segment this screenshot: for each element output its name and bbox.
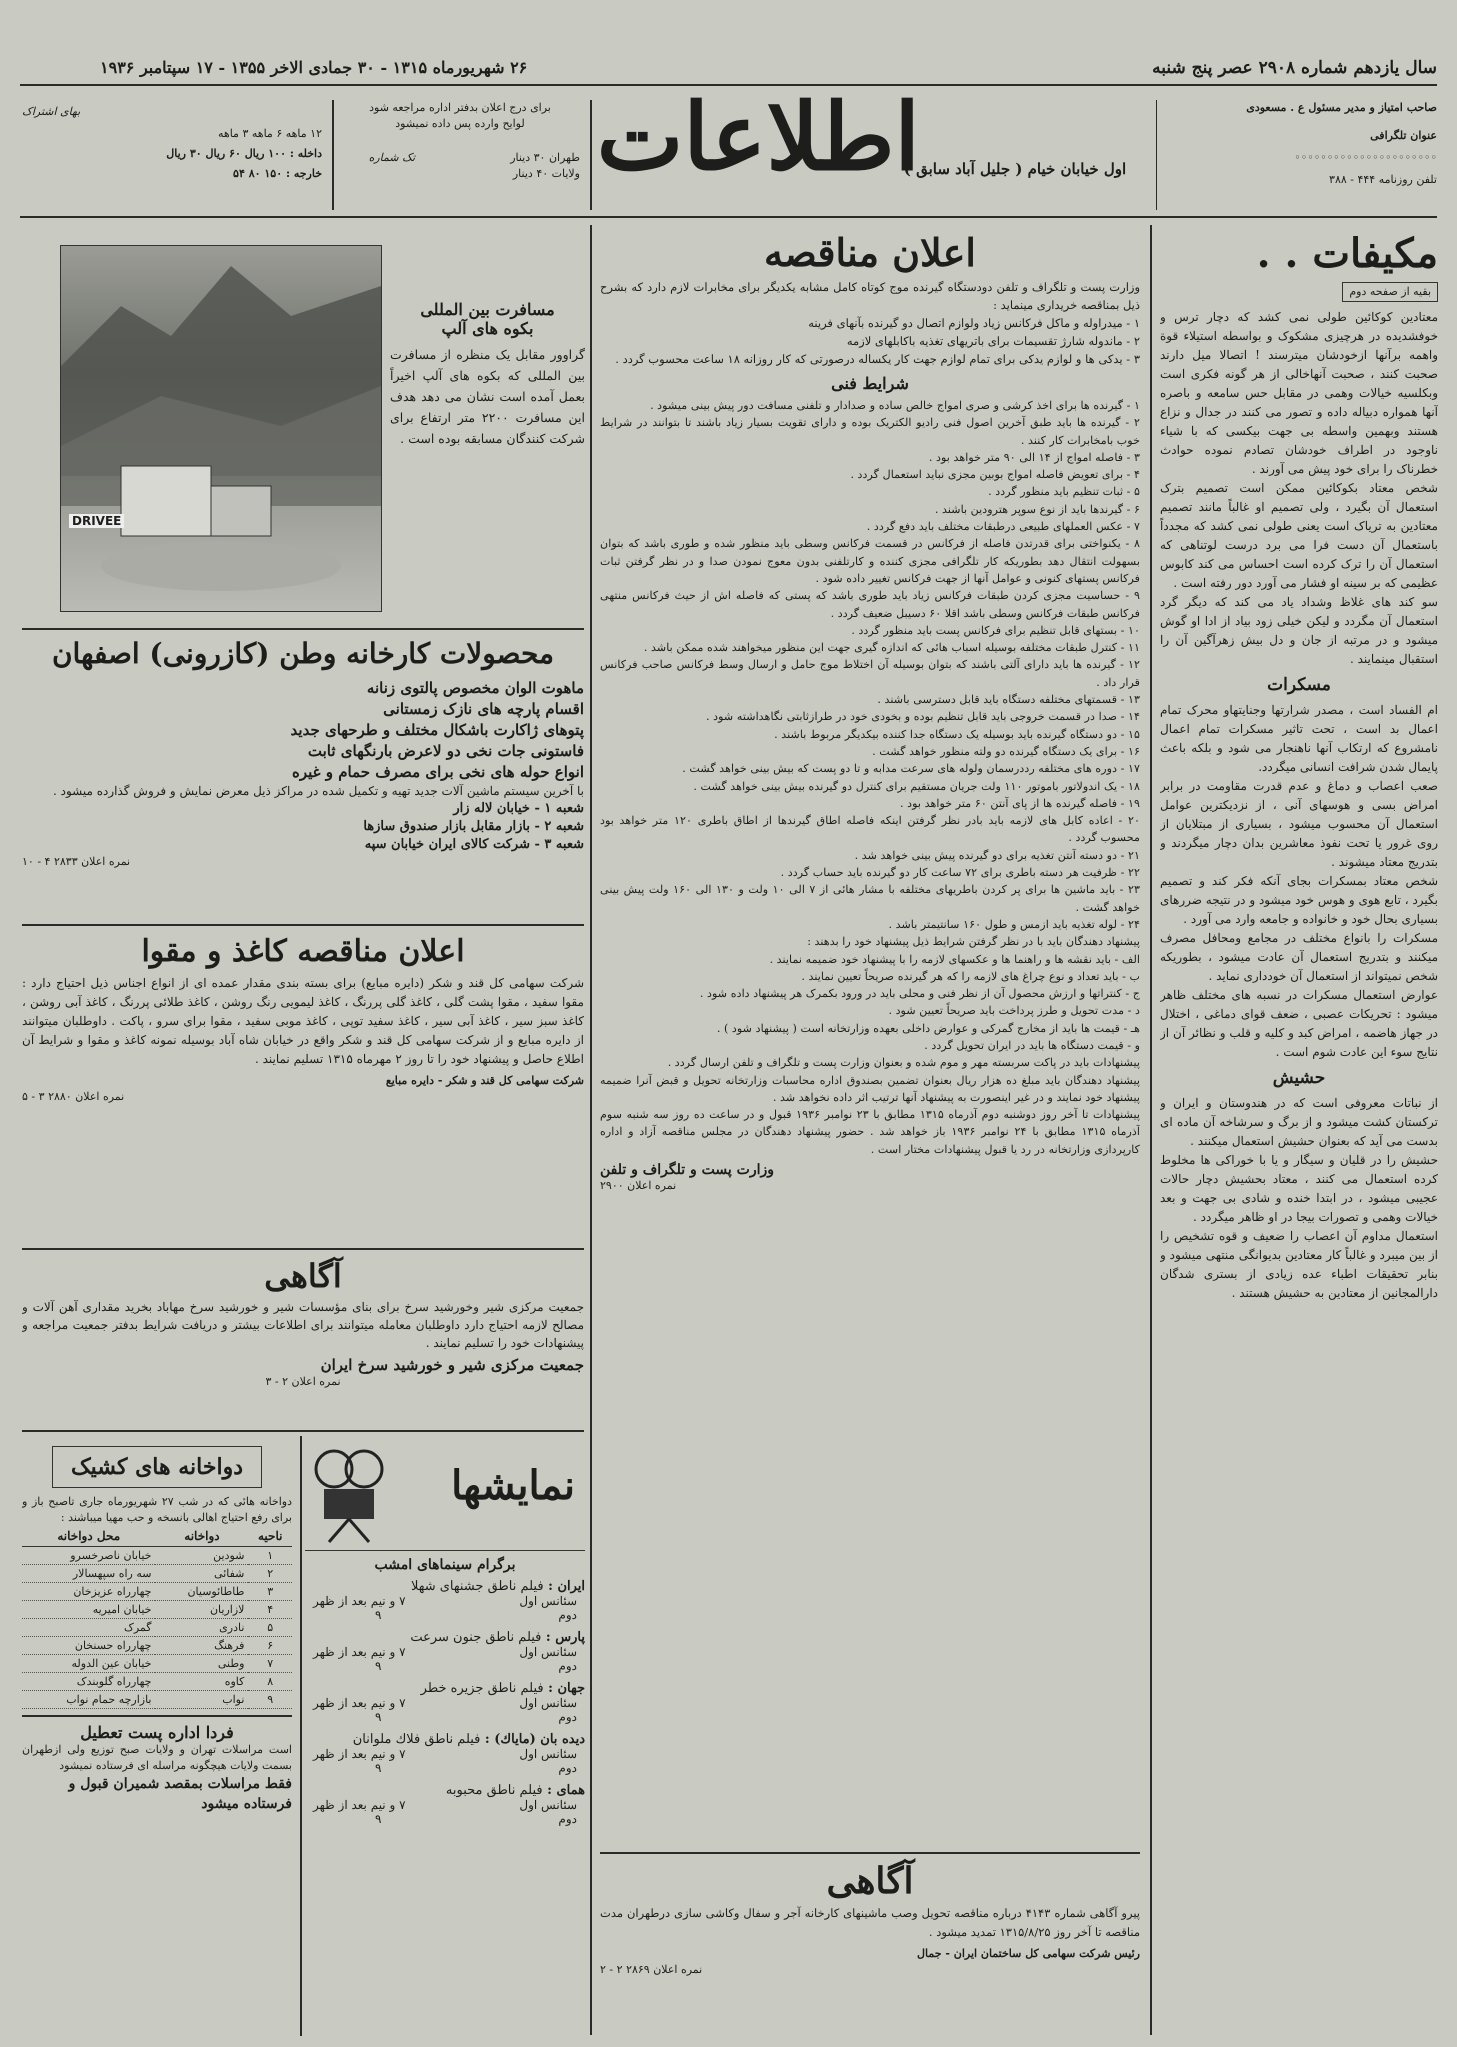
- pharm-cell: شفائی: [155, 1565, 248, 1583]
- tender-condition: الف - باید نقشه ها و راهنما ها و عکسهای لازمه را با پیشنهاد خود ضمیمه نمایند .: [769, 952, 1140, 966]
- sub2-para-3: استعمال مداوم آن اعصاب را ضعیف و قوه تشخیص را از بین میبرد و غالباً کار معتادین بدیوانگی منتهی میشود و بنابر تحقیقات اطباء عده زیادی از بستری شدگان دارالمجانین از معتادین به حشیش هستند .: [1160, 1229, 1438, 1300]
- tender-condition: ۲۰ - اعاده کابل های لازمه باید بادر نظر گرفتن اینکه فاصله اطاق گیرندها از اطاق باطری ۱۲۰ متر خواهد بود محسوب گردد .: [600, 814, 1140, 845]
- session-time: ۷ و نیم بعد از ظهر: [313, 1798, 406, 1812]
- ads-note: [340, 100, 580, 132]
- tender-condition: ۹ - حساسیت مجزی کردن طبقات فرکانس زیاد باید طوری باشد که پستی که فاصله اش از حیث فرکانس منتهی فرکانس طبقات فرکانس وسطی باشد اقلا ۶۰ دسیبل ضعیف گردد .: [600, 589, 1140, 620]
- sub2-para-1: از نباتات معروفی است که در هندوستان و ایران و ترکستان کشت میشود و از برگ و سرشاخه آن ماده ای بدست می آید که بعنوان حشیش استعمال میکنند .: [1160, 1096, 1438, 1148]
- pharm-cell: خیابان عین الدوله: [22, 1655, 155, 1673]
- tender-condition: هـ - قیمت ها باید از مخارج گمرکی و عوارض داخلی بعهده وزارتخانه است ( پیشنهاد شود ) .: [716, 1021, 1140, 1035]
- race-body: گراوور مقابل یک منظره از مسافرت بین المللی که بکوه های آلپ اخیراً بعمل آمده است نشان می دهد هدف این مسافرت ۲۲۰۰ متر ارتفاع برای شرکت کنندگان مسابقه بوده است .: [390, 347, 585, 446]
- tender-title: اعلان مناقصه: [764, 230, 976, 275]
- tender-item: ۳ - یدکی ها و لوازم یدکی برای تمام لوازم جهت کار یکساله درصورتی که کار روزانه ۱۸ ساعت محسوب گردد .: [615, 352, 1140, 366]
- tender-condition: ۲۴ - لوله تغذیه باید ازمس و طول ۱۶۰ سانتیمتر باشد .: [888, 917, 1140, 931]
- pharmacies: [22, 1440, 292, 2030]
- masthead-divider-left: [590, 100, 592, 210]
- tender-condition: ۳ - فاصله امواج از ۱۴ الی ۹۰ متر خواهد بود .: [928, 450, 1140, 464]
- pharm-cell: خیابان ناصرخسرو: [22, 1547, 155, 1565]
- race-title: مسافرت بین المللی: [420, 300, 555, 319]
- pharm-cell: طاطائوسیان: [155, 1583, 248, 1601]
- tender-condition: ۶ - گیرندها باید از نوع سوپر هترودین باشند .: [934, 502, 1140, 516]
- masthead-divider-right: [1156, 100, 1158, 210]
- pharm-cell: ۷: [248, 1655, 292, 1673]
- tender-condition: ۸ - یکنواختی برای قدرتدن فاصله از فرکانس در قسمت فرکانس وسطی باید منظور شده و طوری باشد که بتوان بسهولت انتقال دهد بطوریکه کار تلگرافی مجزی کننده و کارتلفنی بدون معوج نمودن صدا و در نظر گرفتن ثبات فرکانس پستهای کنونی و عوامل آنها از جهت فرکانس تغییر داده شود .: [600, 537, 1140, 585]
- session-time: ۹: [375, 1659, 382, 1673]
- cinema-session-2: [305, 1812, 585, 1826]
- price-tehran: طهران ۳۰ دینار: [510, 151, 580, 164]
- photo-sign: DRIVEE: [69, 514, 124, 528]
- watan-item: اقسام پارچه های نازک زمستانی: [383, 700, 584, 718]
- session-label: سئانس اول: [519, 1798, 577, 1812]
- tender-condition: ب - باید تعداد و نوع چراغ های لازمه را که هر گیرنده صریحاً تعیین نمایند .: [801, 969, 1140, 983]
- cinema-head: [305, 1630, 585, 1645]
- cinema-head: [305, 1681, 585, 1696]
- tender-condition: پیشنهادات تا آخر روز دوشنبه دوم آذرماه ۱۳۱۵ مطابق با ۲۳ نوامبر ۱۹۳۶ قبول و در ساعت ده روز سه شنبه سوم آذرماه ۱۳۱۵ مطابق با ۲۴ نوامبر ۱۹۳۶ باز خواهد شد . حضور پیشنهاد دهندگان در مجلس مناقصه آزاد و اداره کارپردازی وزارتخانه در رد یا قبول پیشنهادات مختار است .: [600, 1108, 1140, 1156]
- session-time: ۹: [375, 1710, 382, 1724]
- tender-condition: ۱۲ - گیرنده ها باید دارای آلتی باشند که بتوان بوسیله آن اختلاط موج حامل و ارسال وسط فرکانس صاحب فرکانس قرار داد .: [600, 658, 1140, 689]
- pharm-cell: چهارراه حسنخان: [22, 1637, 155, 1655]
- conditions-heading: شرایط فنی: [831, 374, 909, 393]
- right-column: [1160, 228, 1438, 2033]
- cinema-head: [305, 1579, 585, 1594]
- price-prov: ولایات ۴۰ دینار: [512, 167, 580, 180]
- ads-note-2: لوایح وارده پس داده نمیشود: [395, 117, 525, 130]
- session-time: ۹: [375, 1761, 382, 1775]
- left-rule-1: [22, 628, 584, 630]
- session-label: سئانس اول: [519, 1747, 577, 1761]
- tender-item: ۱ - میدراوله و ماکل فرکانس زیاد ولوازم اتصال دو گیرنده بآنهای فرینه: [808, 316, 1140, 330]
- watan-branch: شعبه ۱ - خیابان لاله زار: [453, 801, 584, 816]
- watan-no: نمره اعلان ۲۸۳۳ ۴ - ۱۰: [22, 855, 131, 868]
- masthead-title: اطلاعات: [596, 83, 920, 191]
- pharm-head-2: دواخانه: [155, 1526, 248, 1547]
- cinema-entry: [305, 1732, 585, 1775]
- session-label: سئانس اول: [519, 1696, 577, 1710]
- tender-item: ۲ - ماندوله شارژ تقسیمات برای باتریهای تغذیه باکابلهای لازمه: [846, 334, 1140, 348]
- watan-note: با آخرین سیستم ماشین آلات جدید تهیه و تکمیل شده در مراکز ذیل معرض نمایش و فروش گذارده میشود .: [52, 784, 584, 798]
- tender-condition: پیشنهادات باید در پاکت سربسته مهر و موم شده و بعنوان وزارت پست و تلگراف و تلفن ارسال گردد .: [667, 1056, 1140, 1070]
- tender-condition: ۲۱ - دو دسته آنتن تغذیه برای دو گیرنده پیش بینی خواهد شد .: [854, 848, 1140, 862]
- tender-condition: ۵ - ثبات تنظیم باید منظور گردد .: [988, 485, 1140, 499]
- separator: :: [543, 1681, 558, 1696]
- pharm-row: [22, 1691, 292, 1709]
- article-para-3: سو کند های غلاظ وشداد یاد می کند که دیگر گرد استعمال آن مگردد و لیکن خیلی زود بیاد از ادا او گوش میشود و در مرتبه از جان و دل بیش زهرآگین آن را استقبال مینمایند .: [1160, 595, 1438, 666]
- article-para-1: معتادین کوکائین طولی نمی کشد که دچار ترس و خوفشدیده در هرچیزی مشکوک و بواسطه استیلاء قوة واهمه برآنها ازخودشان میترسند ! اتصالا میل دارند صحبت کنند ، صحبت آنهاخالی از هر گونه فکری است وبکلسیه خیالات وهمی در مقابل حس سامعه و باصره آنها همواره دبیاله داده و تصور می کنند در جدال و نزاع هستند وبهمین واسطه بی جهت بیکسی که با شیاء ناوجود در اطراف خودشان تصادم نموده حوادث خطرناک را برای خود پیش می آورند .: [1160, 310, 1438, 476]
- cinema-name: دیده بان (ماياك): [494, 1732, 585, 1747]
- tender-condition: ۱۰ - بستهای قابل تنظیم برای فرکانس پست باید منظور گردد .: [851, 623, 1140, 637]
- session-time: ۷ و نیم بعد از ظهر: [313, 1696, 406, 1710]
- tender-condition: ۲۲ - ظرفیت هر دسته باطری برای ۷۲ ساعت کار دو گیرنده باید حساب گردد .: [780, 866, 1140, 880]
- session-label: دوم: [558, 1812, 577, 1826]
- sub-para-1: ام الفساد است ، مصدر شرارتها وجنایتهاو محرک تمام اعمال بد است ، تحت تاثیر مسکرات تمام اعمال نامشروع که ارتکاب آنها ناهنجار می شود و بلکه باعث پایمال شدن شرافت انسانی میگردد.: [1160, 703, 1438, 774]
- cinema-session-2: [305, 1659, 585, 1673]
- cinema-session-1: [305, 1696, 585, 1710]
- pharm-row: [22, 1637, 292, 1655]
- tender-condition: ۲ - گیرنده ها باید طبق آخرین اصول فنی رادیو الکتریک بوده و دارای تقویت بسیار زیاد باشند تا بتوانند در شرایط خوب بامخابرات کار کنند .: [600, 416, 1140, 447]
- tender-condition: ۴ - برای تعویض فاصله امواج بوبین مجزی نباید استعمال گردد .: [850, 468, 1140, 482]
- watan-item: پتوهای ژاکارت باشکال مختلف و طرحهای جدید: [290, 721, 584, 739]
- section-heading-2: حشیش: [1272, 1068, 1326, 1088]
- tender-condition: ۱۶ - برای یک دستگاه گیرنده دو ولته منظور خواهد گشت .: [872, 744, 1140, 758]
- masthead-divider-far: [332, 100, 334, 210]
- article-title: مکیفات . .: [1256, 230, 1438, 277]
- pharm-head-3: محل دواخانه: [22, 1526, 155, 1547]
- separator: :: [480, 1732, 495, 1747]
- pharm-cell: ۳: [248, 1583, 292, 1601]
- cinema-entry: [305, 1681, 585, 1724]
- watan-item: فاستونی جات نخی دو لاعرض بارنگهای ثابت: [307, 742, 584, 760]
- cinema-film: فیلم ناطق جشنهای شهلا: [410, 1579, 544, 1594]
- tender-intro: وزارت پست و تلگراف و تلفن دودستگاه گیرنده موج کوتاه کامل مشابه یکدیگر برای مخابرات لازم دارد که بشرح ذیل بمناقصه خریداری مینماید :: [600, 280, 1140, 312]
- telegraph-dots: ◦◦◦◦◦◦◦◦◦◦◦◦◦◦◦◦◦◦◦◦◦◦: [1294, 151, 1437, 164]
- pharm-cell: ۸: [248, 1673, 292, 1691]
- tender-condition: پیشنهاد دهندگان باید مبلغ ده هزار ریال بعنوان تضمین بصندوق اداره محاسبات وزارتخانه تحویل و قبض آنرا ضمیمه پیشنهاد خود نمایند و در غیر اینصورت به پیشنهاد آنها ترتیب اثر داده نخواهد شد .: [600, 1073, 1140, 1104]
- tender-condition: ۱۳ - قسمتهای مختلفه دستگاه باید قابل دسترسی باشند .: [877, 693, 1140, 707]
- cinema-title: نمایشها: [451, 1462, 575, 1509]
- cinema-session-2: [305, 1710, 585, 1724]
- session-label: دوم: [558, 1710, 577, 1724]
- tender-condition: ۲۳ - باید ماشین ها برای پر کردن باطریهای مختلفه با مشار هائی از ۷ الی ۱۰ ولت و ۱۳۰ الی ۱۶۰ ولت پیش بینی خواهد گشت .: [600, 883, 1140, 914]
- col-rule-left: [590, 225, 592, 2035]
- tender-condition: ۱۱ - کنترل طبقات مختلفه بوسیله اسباب هائی که اندازه گیری جهت این منظور میخواهند شده ممکن باشد .: [643, 641, 1140, 655]
- session-label: دوم: [558, 1761, 577, 1775]
- paper-sig: شرکت سهامی کل قند و شکر - دایره مبایع: [385, 1074, 584, 1087]
- alps-race-photo: [60, 245, 382, 612]
- closing-bold: فقط مراسلات بمقصد شمیران قبول و فرستاده میشود: [68, 1775, 292, 1812]
- paper-text: شرکت سهامی کل قند و شکر (دایره مبایع) برای بسته بندی مقدار عمده ای از انواع اجناس ذیل احتیاج دارد : مقوا سفید ، مقوا پشت گلی ، کاغذ گلی پررنگ ، کاغذ لیمویی رنگ روشن ، کاغذ طلائی پررنگ ، کاغذ آبی روشن ، کاغذ سبز سیر ، کاغذ آبی سیر ، کاغذ سفید توپی ، کاغذ موبی سفید ، مقوا برای سرو ، پاکت . داوطلبان میتوانند از دایره مبایع و از شرکت سهامی کل قند و شکر واقع در خیابان شاه آباد بوسیله نمونه کاغذ و مقوا و شرایط آن اطلاع حاصل و پیشنهاد خود را تا روز ۲ مهرماه ۱۳۱۵ تسلیم نمایند .: [22, 976, 584, 1066]
- tender-condition: ۷ - عکس العملهای طبیعی درطبقات مختلف باید دفع گردد .: [866, 520, 1140, 534]
- pharm-row: [22, 1583, 292, 1601]
- notice-no: نمره اعلان ۲۸۶۹ ۲ - ۲: [600, 1963, 703, 1976]
- sub-para-3: شخص معتاد بمسکرات بجای آنکه فکر کند و تصمیم بگیرد ، تابع هوی و هوس خود میشود و در نتیجه ضررهای بسیاری بحال خود و خانواده و جامعه وارد می آورد .: [1160, 874, 1438, 926]
- red-lion-notice: [22, 1254, 584, 1424]
- phone-line: تلفن روزنامه ۴۴۴ - ۳۸۸: [1329, 173, 1437, 186]
- pharm-cell: خیابان امیریه: [22, 1601, 155, 1619]
- cinema-name: همای: [556, 1783, 585, 1798]
- watan-item: انواع حوله های نخی برای مصرف حمام و غیره: [292, 763, 584, 781]
- tender-condition: ۱۵ - دو دستگاه گیرنده باید بوسیله یک دستگاه جدا کننده بیکدیگر مربوط باشند .: [774, 727, 1140, 741]
- single-price: [420, 150, 580, 182]
- left-rule-4: [22, 1430, 584, 1432]
- cinema-entry: [305, 1630, 585, 1673]
- pharm-row: [22, 1655, 292, 1673]
- watan-items: [22, 678, 584, 783]
- cinema-head: [305, 1732, 585, 1747]
- pharm-cell: ۴: [248, 1601, 292, 1619]
- mountain-graphic: [61, 246, 381, 611]
- pharm-rule: [22, 1715, 292, 1717]
- cinema-entry: [305, 1579, 585, 1622]
- watan-branch: شعبه ۳ - شرکت کالای ایران خیابان سپه: [364, 837, 584, 852]
- sub-para-2: صعب اعصاب و دماغ و عدم قدرت مقاومت در برابر امراض بسی و هوسهای آنی ، از نزدیکترین عوامل استعمال آن محسوب میشود ، بسیاری از مبتلایان از روی غرور یا تحت نفوذ معاشرین بدان دچار میگردند و بتدریج معتاد میشوند .: [1160, 779, 1438, 869]
- pharm-cell: چهارراه گلوبندک: [22, 1673, 155, 1691]
- separator: :: [541, 1630, 556, 1645]
- sub-para-5: عوارض استعمال مسکرات در نسبه های مختلف ظاهر میشود : تحریکات عصبی ، ضعف قوای دماغی ، اختلال در جهاز هاضمه ، امراض کبد و کلیه و قلب و نظائر آن از نتایج سوء این عادت شوم است .: [1160, 988, 1438, 1059]
- owner-line: صاحب امتیاز و مدیر مسئول ع . مسعودی: [1246, 101, 1437, 114]
- pharm-cell: فرهنگ: [155, 1637, 248, 1655]
- watan-item: ماهوت الوان مخصوص پالتوی زنانه: [366, 679, 584, 697]
- pharm-table: [22, 1526, 292, 1709]
- session-time: ۷ و نیم بعد از ظهر: [313, 1594, 406, 1608]
- sub-periods: ۱۲ ماهه ۶ ماهه ۳ ماهه: [218, 127, 322, 140]
- tender-condition: و - قیمت دستگاه ها باید در ایران تحویل گردد .: [924, 1038, 1140, 1052]
- watan-branches: [22, 800, 584, 854]
- cinema-film: فیلم ناطق فلاك ملوانان: [352, 1732, 481, 1747]
- pharm-row: [22, 1619, 292, 1637]
- paper-tender: [22, 930, 584, 1240]
- sub-para-4: مسکرات را بانواع مختلف در مجامع ومحافل مصرف میکنند و بتدریج استعمال آن عادت میشود ، بطوریکه شخص نمیتواند از استعمال آن خودداری نماید .: [1160, 931, 1438, 983]
- sub2-para-2: حشیش را در قلیان و سیگار و یا با خوراکی ها مخلوط کرده استعمال می کنند ، معتاد بحشیش دچار حالات عجیبی میشود ، در ابتدا خنده و شادی بی جهت و بعد خیالات وهمی و تصورات بیجا در او ظاهر میگردد .: [1160, 1153, 1438, 1224]
- owner-info: [1167, 100, 1437, 188]
- cinema-session-1: [305, 1798, 585, 1812]
- session-time: ۷ و نیم بعد از ظهر: [313, 1747, 406, 1761]
- left-split-rule: [300, 1436, 302, 2036]
- left-rule-3: [22, 1248, 584, 1250]
- pharm-cell: سه راه سپهسالار: [22, 1565, 155, 1583]
- watan-ad: [22, 634, 584, 919]
- pharm-cell: وطنی: [155, 1655, 248, 1673]
- tender-condition: ۱۷ - دوره های مختلفه رددرسمان ولوله های سرعت مدابه و تا دو پست که بیش بینی خواهد گشت .: [682, 762, 1140, 776]
- session-label: دوم: [558, 1659, 577, 1673]
- pharm-cell: لازاریان: [155, 1601, 248, 1619]
- paper-title: اعلان مناقصه کاغذ و مقوا: [141, 934, 465, 969]
- subscription-box: [22, 104, 322, 182]
- pharm-cell: ۹: [248, 1691, 292, 1709]
- projector-icon: [309, 1444, 389, 1544]
- cinema-film: فیلم ناطق محبوبه: [445, 1783, 543, 1798]
- pharm-cell: ۲: [248, 1565, 292, 1583]
- session-time: ۹: [375, 1608, 382, 1622]
- pharm-cell: ۱: [248, 1547, 292, 1565]
- cinema-film: فیلم ناطق جزیره خطر: [420, 1681, 544, 1696]
- session-time: ۷ و نیم بعد از ظهر: [313, 1645, 406, 1659]
- agahi-no: نمره اعلان ۲ - ۳: [265, 1375, 341, 1388]
- left-rule-2: [22, 924, 584, 926]
- session-label: سئانس اول: [519, 1645, 577, 1659]
- race-text: [390, 300, 585, 600]
- pharm-cell: کاوه: [155, 1673, 248, 1691]
- pharm-cell: شودین: [155, 1547, 248, 1565]
- pharm-title: دواخانه های کشیک: [52, 1446, 262, 1488]
- watan-title: محصولات کارخانه وطن (کازرونی) اصفهان: [51, 637, 555, 670]
- center-notice-rule: [600, 1852, 1140, 1854]
- sub-inside: داخله : ۱۰۰ ریال ۶۰ ریال ۳۰ ریال: [166, 147, 322, 160]
- sub-outside: خارجه : ۱۵۰ ۸۰ ۵۴: [233, 167, 322, 180]
- telegraph-line: عنوان تلگرافی: [1370, 129, 1437, 142]
- ads-note-1: برای درج اعلان بدفتر اداره مراجعه شود: [369, 101, 551, 114]
- separator: :: [542, 1783, 557, 1798]
- pharm-intro: دواخانه هائی که در شب ۲۷ شهریورماه جاری تاصبح باز و برای رفع احتیاج اهالی بانسخه و حب مهیا میباشند :: [22, 1495, 292, 1524]
- cinema-banner: [305, 1440, 585, 1551]
- agahi-text: جمعیت مرکزی شیر وخورشید سرخ برای بنای مؤسسات شیر و خورشید سرخ مهاباد بخرید مقداری آهن آلات و مصالح لازمه احتیاج دارد داوطلبان معامله میتوانند برای اطلاعات بیشتر و دریافت شرایط بدفتر جمعیت مراجعه و پیشنهادات خود را تسلیم نمایند .: [22, 1300, 584, 1350]
- notice-text: پیرو آگاهی شماره ۴۱۴۳ درباره مناقصه تحویل وصب ماشینهای کارخانه آجر و سفال وکاشی سازی درطهران مدت مناقصه تا آخر روز ۱۳۱۵/۸/۲۵ تمدید میشود .: [600, 1906, 1140, 1939]
- address-line: اول خیابان خیام ( جلیل آباد سابق ): [903, 160, 1127, 178]
- article-para-2: شخص معتاد بکوکائین ممکن است تصمیم بترک استعمال آن بگیرد ، ولی تصمیم او غالباً مانند تصمیم معتادین به تریاک است یعنی طولی نمی کشد که مجدداً باستعمال آن دست فرا می برد درست لوتناهی که استعمال آن را ترک کرده است احساس می کند کابوس عظیمی که بر سینه او فشار می آورد دور رفته است .: [1160, 481, 1438, 590]
- pharm-cell: ۶: [248, 1637, 292, 1655]
- cinema-subtitle: برگرام سینماهای امشب: [374, 1557, 516, 1573]
- pharm-cell: بازارچه حمام نواب: [22, 1691, 155, 1709]
- sub-label: بهای اشتراک: [22, 105, 81, 118]
- cinema-session-2: [305, 1608, 585, 1622]
- pharm-row: [22, 1601, 292, 1619]
- cinema-session-1: [305, 1747, 585, 1761]
- pharm-cell: نواب: [155, 1691, 248, 1709]
- notice-sig: رئیس شرکت سهامی کل ساختمان ایران - جمال: [917, 1947, 1140, 1960]
- cinema-name: جهان: [557, 1681, 585, 1696]
- session-time: ۹: [375, 1812, 382, 1826]
- cinemas: [305, 1440, 585, 2030]
- pharm-row: [22, 1673, 292, 1691]
- center-column: [600, 228, 1140, 1848]
- cinema-head: [305, 1783, 585, 1798]
- paper-no: نمره اعلان ۲۸۸۰ ۳ - ۵: [22, 1090, 125, 1103]
- tender-condition: ۱ - گیرنده ها برای اخذ کرشی و صری امواج خالص ساده و صدادار و تلفنی مسافت دور پیش بینی میشود .: [650, 399, 1140, 412]
- session-label: سئانس اول: [519, 1594, 577, 1608]
- pharm-cell: نادری: [155, 1619, 248, 1637]
- col-rule-right: [1150, 225, 1152, 2035]
- pharm-row: [22, 1547, 292, 1565]
- tender-condition: د - مدت تحویل و طرز پرداخت باید صریحاً تعیین شود .: [888, 1004, 1140, 1018]
- race-subtitle: بکوه های آلپ: [441, 319, 534, 338]
- cinema-session-2: [305, 1761, 585, 1775]
- masthead-bottom-rule: [20, 216, 1437, 218]
- center-notice: [600, 1858, 1140, 2033]
- pharm-row: [22, 1565, 292, 1583]
- tender-condition: ج - کنتراتها و ارزش محصول آن از نظر فنی و محلی باید در ورود بکمرک هر پیشنهاد داده شود .: [699, 987, 1140, 1001]
- tender-condition: ۱۹ - فاصله گیرنده ها از پای آنتن ۶۰ متر خواهد بود .: [900, 796, 1140, 810]
- notice-title: آگاهی: [826, 1860, 914, 1902]
- single-label: تک شماره: [368, 151, 415, 164]
- cinema-name: پارس: [555, 1630, 585, 1645]
- pharm-cell: گمرک: [22, 1619, 155, 1637]
- cinema-entry: [305, 1783, 585, 1826]
- section-heading: مسکرات: [1267, 675, 1331, 695]
- tender-condition: پیشنهاد دهندگان باید با در نظر گرفتن شرایط ذیل پیشنهاد خود را بدهند :: [807, 935, 1140, 949]
- pharm-cell: چهارراه عزیزخان: [22, 1583, 155, 1601]
- cinema-session-1: [305, 1645, 585, 1659]
- cinema-film: فیلم ناطق جنون سرعت: [410, 1630, 542, 1645]
- tender-condition: ۱۸ - یک اندولاتور باموتور ۱۱۰ ولت جریان مستقیم برای کنترل دو گیرنده بیش بینی خواهد گشت .: [693, 779, 1140, 793]
- cinema-session-1: [305, 1594, 585, 1608]
- continued-tag: بقیه از صفحه دوم: [1342, 282, 1438, 302]
- cinema-list: [305, 1579, 585, 1826]
- separator: :: [543, 1579, 558, 1594]
- agahi-sig: جمعیت مرکزی شیر و خورشید سرخ ایران: [320, 1356, 584, 1374]
- date-line: ۲۶ شهریورماه ۱۳۱۵ - ۳۰ جمادی الاخر ۱۳۵۵ - ۱۷ سپتامبر ۱۹۳۶: [100, 58, 528, 77]
- cinema-name: ایران: [557, 1579, 585, 1594]
- tender-items: [600, 314, 1140, 368]
- tender-condition: ۱۴ - صدا در قسمت خروجی باید قابل تنظیم بوده و بخودی خود در طرازثابتی نگاهداشته شود .: [706, 710, 1140, 724]
- agahi-title: آگاهی: [264, 1257, 342, 1295]
- closing-text: است مراسلات تهران و ولایات صبح توزیع ولی ازطهران بسمت ولایات هیچگونه مراسله ای فرستاده نمیشود: [22, 1742, 292, 1772]
- issue-line: سال یازدهم شماره ۲۹۰۸ عصر پنج شنبه: [1152, 58, 1437, 78]
- watan-branch: شعبه ۲ - بازار مقابل بازار صندوق سازها: [363, 819, 584, 834]
- tender-conditions: [600, 397, 1140, 1158]
- tender-signature: وزارت پست و تلگراف و تلفن: [600, 1162, 775, 1179]
- pharm-cell: ۵: [248, 1619, 292, 1637]
- closing-title: فردا اداره پست تعطیل: [80, 1722, 234, 1742]
- tender-ad-no: نمره اعلان ۲۹۰۰: [600, 1179, 677, 1193]
- pharm-head-1: ناحیه: [248, 1526, 292, 1547]
- session-label: دوم: [558, 1608, 577, 1622]
